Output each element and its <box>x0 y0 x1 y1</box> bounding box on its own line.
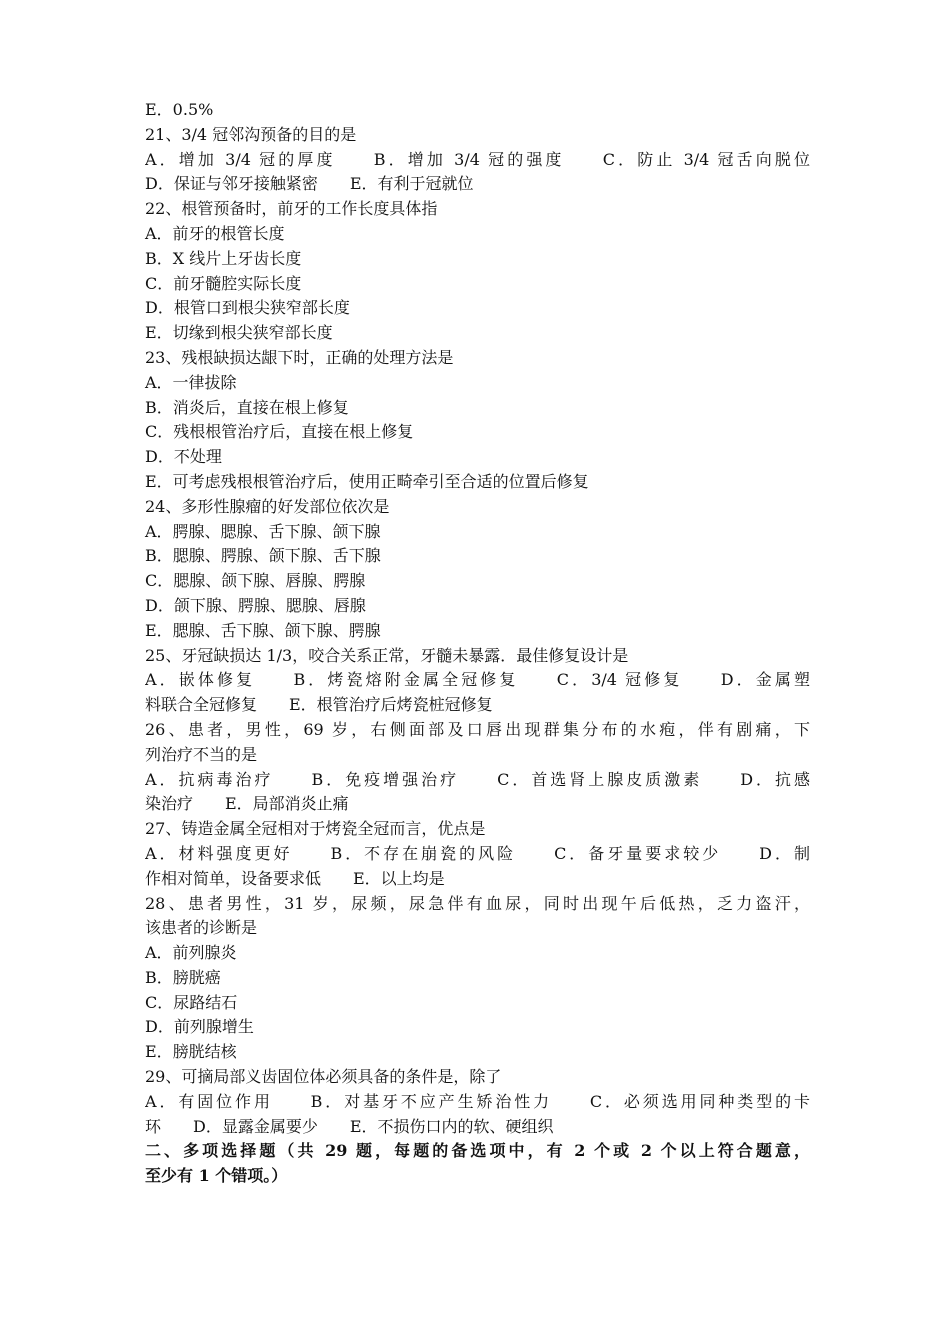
text-line: A．抗病毒治疗 B．免疫增强治疗 C．首选肾上腺皮质激素 D．抗感 <box>145 769 810 789</box>
text-line: 列治疗不当的是 <box>145 744 258 764</box>
text-line: A．材料强度更好 B．不存在崩瓷的风险 C．备牙量要求较少 D．制 <box>145 843 810 863</box>
text-line: 染治疗 E．局部消炎止痛 <box>145 794 349 814</box>
text-line: C．腮腺、颌下腺、唇腺、腭腺 <box>145 571 366 591</box>
text-line: 26、患者，男性，69 岁，右侧面部及口唇出现群集分布的水疱，伴有剧痛，下 <box>145 719 810 739</box>
text-line: C．前牙髓腔实际长度 <box>145 273 302 293</box>
text-line: E．切缘到根尖狭窄部长度 <box>145 323 333 343</box>
text-line: 21、3/4 冠邻沟预备的目的是 <box>145 124 357 144</box>
document-body <box>145 98 810 1189</box>
text-line: E．腮腺、舌下腺、颌下腺、腭腺 <box>145 620 381 640</box>
text-line: 22、根管预备时，前牙的工作长度具体指 <box>145 199 438 219</box>
text-line: 28、患者男性，31 岁，尿频，尿急伴有血尿，同时出现午后低热，乏力盗汗， <box>145 893 810 913</box>
text-line: 作相对简单，设备要求低 E．以上均是 <box>145 868 445 888</box>
text-line: C．尿路结石 <box>145 992 238 1012</box>
text-line: E．膀胱结核 <box>145 1042 237 1062</box>
text-line: C．残根根管治疗后，直接在根上修复 <box>145 422 414 442</box>
text-line: A．增加 3/4 冠的厚度 B．增加 3/4 冠的强度 C．防止 3/4 冠舌向脱位 <box>145 149 810 169</box>
text-line: B．膀胱癌 <box>145 967 221 987</box>
text-line: B．消炎后，直接在根上修复 <box>145 397 349 417</box>
text-line: 23、残根缺损达龈下时，正确的处理方法是 <box>145 347 454 367</box>
text-line: A．有固位作用 B．对基牙不应产生矫治性力 C．必须选用同种类型的卡 <box>145 1091 810 1111</box>
text-line: A．嵌体修复 B．烤瓷熔附金属全冠修复 C．3/4 冠修复 D．金属塑 <box>145 670 810 690</box>
text-line: 24、多形性腺瘤的好发部位依次是 <box>145 496 390 516</box>
text-line: 环 D．显露金属要少 E．不损伤口内的软、硬组织 <box>145 1116 554 1136</box>
text-line: D．保证与邻牙接触紧密 E．有利于冠就位 <box>145 174 474 194</box>
text-line: A．腭腺、腮腺、舌下腺、颌下腺 <box>145 521 381 541</box>
text-line: D．根管口到根尖狭窄部长度 <box>145 298 350 318</box>
text-line: A．一律拔除 <box>145 372 237 392</box>
text-line: B．X 线片上牙齿长度 <box>145 248 302 268</box>
text-line: E．可考虑残根根管治疗后，使用正畸牵引至合适的位置后修复 <box>145 471 589 491</box>
text-line: A．前列腺炎 <box>145 943 237 963</box>
text-line: 29、可摘局部义齿固位体必须具备的条件是，除了 <box>145 1067 502 1087</box>
text-line: 25、牙冠缺损达 1/3，咬合关系正常，牙髓未暴露．最佳修复设计是 <box>145 645 629 665</box>
section-heading-line: 至少有 1 个错项。） <box>145 1166 288 1186</box>
text-line: A．前牙的根管长度 <box>145 223 285 243</box>
text-line: 27、铸造金属全冠相对于烤瓷全冠而言，优点是 <box>145 819 486 839</box>
text-line: 该患者的诊断是 <box>145 918 258 938</box>
section-heading-line: 二、多项选择题（共 29 题，每题的备选项中，有 2 个或 2 个以上符合题意， <box>145 1141 810 1161</box>
text-line: E．0.5% <box>145 100 214 119</box>
text-line: 料联合全冠修复 E．根管治疗后烤瓷桩冠修复 <box>145 695 493 715</box>
text-line: D．颌下腺、腭腺、腮腺、唇腺 <box>145 595 366 615</box>
text-line: D．不处理 <box>145 447 222 467</box>
text-line: B．腮腺、腭腺、颌下腺、舌下腺 <box>145 546 381 566</box>
text-line: D．前列腺增生 <box>145 1017 254 1037</box>
